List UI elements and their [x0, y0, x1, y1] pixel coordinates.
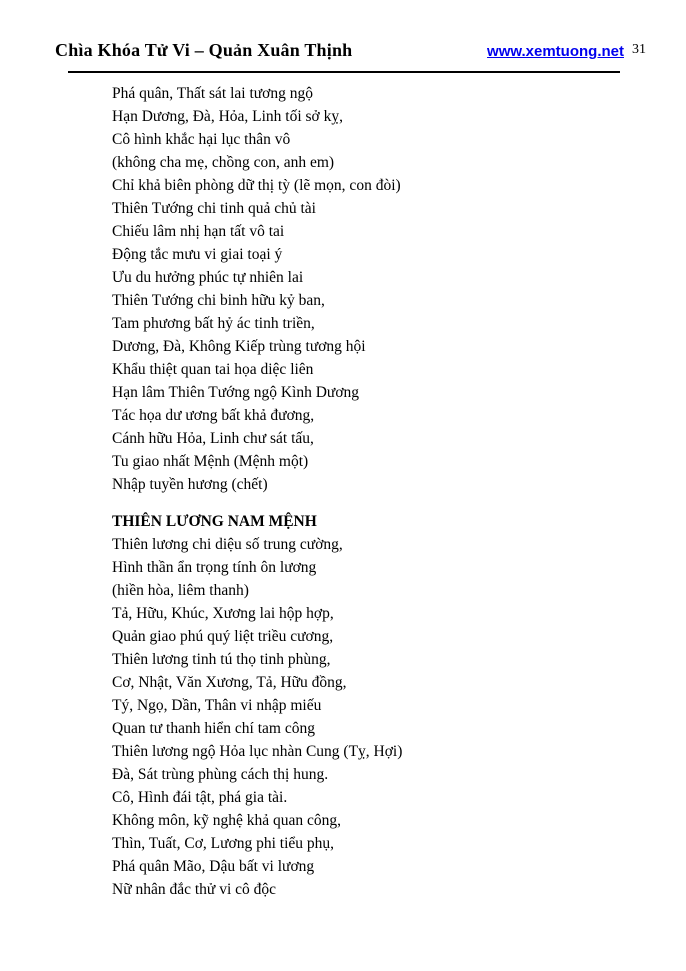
poem-line: Đà, Sát trùng phùng cách thị hung. — [112, 766, 329, 783]
poem-section — [112, 510, 656, 901]
poem-line: (không cha mẹ, chồng con, anh em) — [112, 154, 335, 171]
book-title: Chìa Khóa Tử Vi – Quản Xuân Thịnh — [55, 40, 353, 60]
poem-line: Cô hình khắc hại lục thân vô — [112, 131, 291, 148]
poem-line: Quan tư thanh hiển chí tam công — [112, 720, 315, 737]
poem-line: Cô, Hình đái tật, phá gia tài. — [112, 789, 288, 806]
poem-line: Hạn lâm Thiên Tướng ngộ Kình Dương — [112, 384, 360, 401]
poem-line: Tý, Ngọ, Dần, Thân vi nhập miếu — [112, 697, 322, 714]
poem-line: Thiên Tướng chi tinh quả chủ tài — [112, 200, 316, 217]
poem-line: Hình thần ẩn trọng tính ôn lương — [112, 559, 317, 576]
poem-line: Chiếu lâm nhị hạn tất vô tai — [112, 223, 285, 240]
poem-line: Cơ, Nhật, Văn Xương, Tả, Hữu đồng, — [112, 674, 347, 691]
poem-line: Dương, Đà, Không Kiếp trùng tương hội — [112, 338, 366, 355]
poem-line: Nữ nhân đắc thử vi cô độc — [112, 881, 277, 898]
website-link[interactable]: www.xemtuong.net — [487, 43, 624, 60]
poem-content — [112, 82, 656, 915]
page-number: 31 — [632, 42, 646, 57]
poem-line: Quản giao phú quý liệt triều cương, — [112, 628, 334, 645]
poem-line: Thiên Tướng chi binh hữu kỷ ban, — [112, 292, 325, 309]
poem-line: Ưu du hưởng phúc tự nhiên lai — [112, 269, 304, 286]
poem-line: Thìn, Tuất, Cơ, Lương phi tiểu phụ, — [112, 835, 335, 852]
page-header — [55, 40, 646, 61]
poem-line: (hiền hòa, liêm thanh) — [112, 582, 249, 599]
section-heading: THIÊN LƯƠNG NAM MỆNH — [112, 513, 317, 530]
poem-line: Khẩu thiệt quan tai họa diệc liên — [112, 361, 314, 378]
poem-line: Thiên lương ngộ Hỏa lục nhàn Cung (Tỵ, Hợi) — [112, 743, 403, 760]
poem-line: Thiên lương chi diệu số trung cường, — [112, 536, 343, 553]
poem-line: Tác họa dư ương bất khả đương, — [112, 407, 315, 424]
poem-line: Thiên lương tinh tú thọ tinh phùng, — [112, 651, 331, 668]
header-right-group — [487, 43, 646, 61]
poem-line: Hạn Dương, Đà, Hỏa, Linh tối sở kỵ, — [112, 108, 344, 125]
poem-line: Không môn, kỹ nghệ khả quan công, — [112, 812, 342, 829]
poem-line: Nhập tuyền hương (chết) — [112, 476, 268, 493]
poem-line: Tu giao nhất Mệnh (Mệnh một) — [112, 453, 309, 470]
poem-line: Phá quân, Thất sát lai tương ngộ — [112, 85, 313, 102]
poem-line: Phá quân Mão, Dậu bất vi lương — [112, 858, 315, 875]
poem-section — [112, 82, 656, 496]
header-divider — [68, 71, 620, 73]
poem-line: Chỉ khả biên phòng dữ thị tỳ (lẽ mọn, con đòi) — [112, 177, 401, 194]
poem-line: Động tắc mưu vi giai toại ý — [112, 246, 283, 263]
poem-line: Tam phương bất hỷ ác tinh triền, — [112, 315, 315, 332]
poem-line: Cánh hữu Hỏa, Linh chư sát tấu, — [112, 430, 314, 447]
poem-line: Tả, Hữu, Khúc, Xương lai hộp hợp, — [112, 605, 334, 622]
